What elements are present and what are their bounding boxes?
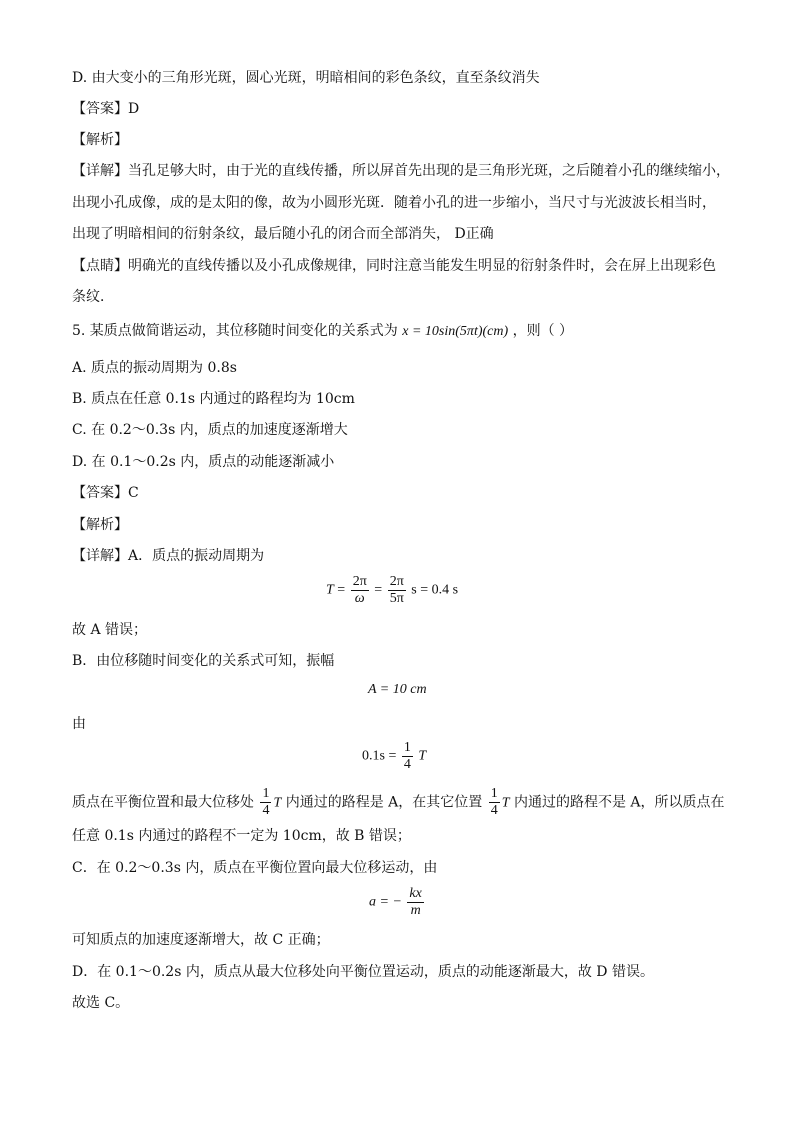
detail-b-2-fraction-2 <box>489 786 500 819</box>
eq-quarter-fraction <box>402 740 413 773</box>
detail-line-1: 【详解】当孔足够大时，由于光的直线传播，所以屏首先出现的是三角形光斑，之后随着小孔的继续缩小， <box>72 163 730 179</box>
text-you: 由 <box>72 716 86 732</box>
detail-line-2: 出现小孔成像，成的是太阳的像，故为小圆形光斑．随着小孔的进一步缩小，当尺寸与光波波长相当时， <box>72 195 716 211</box>
eq-period-den-1: ω <box>354 591 365 606</box>
equation-amplitude: A = 10 cm <box>368 682 427 697</box>
eq-quarter-den: 4 <box>403 757 411 772</box>
option-b: B. 质点在任意 0.1s 内通过的路程均为 10cm <box>72 391 355 407</box>
question-5-prefix: 5. 某质点做简谐运动，其位移随时间变化的关系式为 <box>72 323 398 339</box>
detail-d: D．在 0.1～0.2s 内，质点从最大位移处向平衡位置运动，质点的动能逐渐最大，故 D 错误。 <box>72 964 654 980</box>
analysis-heading-prev: 【解析】 <box>72 132 128 148</box>
eq-accel-num: kx <box>409 886 422 901</box>
detail-b-3: 任意 0.1s 内通过的路程不一定为 10cm，故 B 错误； <box>72 828 411 844</box>
eq-period-T: T <box>326 582 334 598</box>
detail-b-2-den-2: 4 <box>490 803 498 818</box>
detail-c-2: 可知质点的加速度逐渐增大，故 C 正确； <box>72 932 330 948</box>
a-wrong: 故 A 错误； <box>72 622 148 638</box>
analysis-heading: 【解析】 <box>72 517 128 533</box>
option-d: D. 在 0.1～0.2s 内，质点的动能逐渐减小 <box>72 454 335 470</box>
eq-quarter-left: 0.1s = <box>362 748 397 764</box>
eq-period-equals-2: = <box>374 582 383 598</box>
question-5-formula: x = 10sin(5πt)(cm) <box>402 324 509 339</box>
option-c: C. 在 0.2～0.3s 内，质点的加速度逐渐增大 <box>72 422 348 438</box>
answer-prev: 【答案】D <box>72 101 140 117</box>
option-a: A. 质点的振动周期为 0.8s <box>72 360 237 376</box>
detail-c-1: C．在 0.2～0.3s 内，质点在平衡位置向最大位移运动，由 <box>72 860 438 876</box>
eq-quarter-num: 1 <box>403 740 411 755</box>
equation-period <box>326 574 458 607</box>
eq-accel-left: a = − <box>369 894 402 910</box>
detail-b-1: B．由位移随时间变化的关系式可知，振幅 <box>72 653 335 669</box>
final-choice: 故选 C。 <box>72 995 130 1011</box>
comment-line-2: 条纹． <box>72 289 114 305</box>
eq-accel-den: m <box>410 903 421 918</box>
eq-period-den-2: 5π <box>389 591 404 606</box>
eq-period-result: s = 0.4 s <box>411 582 459 598</box>
answer: 【答案】C <box>72 485 139 501</box>
eq-period-fraction-1 <box>351 574 369 607</box>
detail-b-2-part-3: 内通过的路程不是 A，所以质点在 <box>513 794 725 811</box>
eq-period-num-2: 2π <box>389 574 404 589</box>
question-5 <box>72 321 573 342</box>
eq-accel-fraction <box>407 886 423 919</box>
detail-b-2-num-2: 1 <box>490 786 498 801</box>
comment-line-1: 【点睛】明确光的直线传播以及小孔成像规律，同时注意当能发生明显的衍射条件时，会在屏上出现彩色 <box>72 258 716 274</box>
detail-b-2 <box>72 786 725 819</box>
eq-period-equals-1: = <box>337 582 346 598</box>
eq-quarter-T: T <box>418 748 427 764</box>
detail-b-2-part-2: 内通过的路程是 A，在其它位置 <box>285 794 483 811</box>
equation-acceleration <box>369 886 426 919</box>
detail-b-2-part-1: 质点在平衡位置和最大位移处 <box>72 794 254 811</box>
detail-b-2-T-1: T <box>273 795 282 811</box>
detail-b-2-fraction-1 <box>260 786 271 819</box>
detail-line-3: 出现了明暗相间的衍射条纹，最后随小孔的闭合而全部消失， D正确 <box>72 226 494 242</box>
detail-b-2-den-1: 4 <box>262 803 270 818</box>
option-d-prev: D. 由大变小的三角形光斑，圆心光斑，明暗相间的彩色条纹，直至条纹消失 <box>72 70 540 86</box>
equation-quarter-period <box>362 740 426 773</box>
detail-b-2-T-2: T <box>501 795 510 811</box>
detail-b-2-num-1: 1 <box>262 786 270 801</box>
detail-a: 【详解】A．质点的振动周期为 <box>72 548 265 564</box>
eq-period-fraction-2 <box>388 574 406 607</box>
eq-period-num-1: 2π <box>352 574 367 589</box>
question-5-suffix: ，则（ ） <box>512 323 574 339</box>
